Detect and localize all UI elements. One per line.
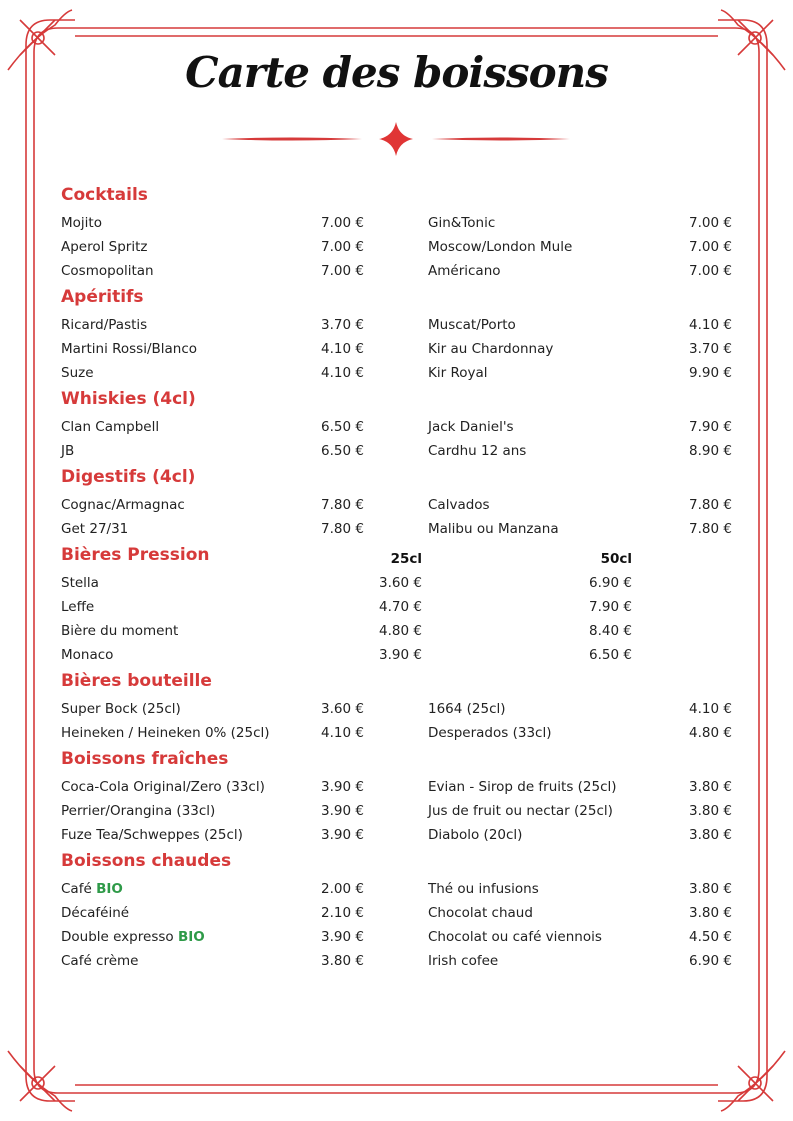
- item-price: 7.80 €: [689, 521, 732, 537]
- column-header-25cl: 25cl: [390, 551, 422, 567]
- item-name: Evian - Sirop de fruits (25cl): [428, 779, 617, 795]
- item-name: JB: [61, 443, 75, 459]
- section-title-cocktails: Cocktails: [61, 185, 148, 205]
- item-price: 2.10 €: [321, 905, 364, 921]
- title-divider: [222, 122, 570, 156]
- item-price: 3.70 €: [321, 317, 364, 333]
- bio-badge: BIO: [96, 881, 123, 897]
- item-price: 3.80 €: [689, 803, 732, 819]
- item-name: Chocolat ou café viennois: [428, 929, 602, 945]
- item-name: Jack Daniel's: [428, 419, 514, 435]
- item-name: Kir Royal: [428, 365, 488, 381]
- item-price: 7.00 €: [321, 215, 364, 231]
- item-price: 6.50 €: [321, 419, 364, 435]
- section-title-pression: Bières Pression: [61, 545, 210, 565]
- item-name: Chocolat chaud: [428, 905, 533, 921]
- item-price: 6.50 €: [321, 443, 364, 459]
- item-name: Martini Rossi/Blanco: [61, 341, 198, 357]
- item-name: Get 27/31: [61, 521, 129, 537]
- item-price: 6.90 €: [689, 953, 732, 969]
- item-price: 2.00 €: [321, 881, 364, 897]
- section-title-whiskies: Whiskies (4cl): [61, 389, 196, 409]
- item-name: Cognac/Armagnac: [61, 497, 185, 513]
- item-name: Moscow/London Mule: [428, 239, 573, 255]
- item-price-50cl: 8.40 €: [589, 623, 632, 639]
- item-price: 3.60 €: [321, 701, 364, 717]
- item-name: Monaco: [61, 647, 114, 663]
- item-name: Double expresso: [61, 929, 174, 945]
- item-name: Perrier/Orangina (33cl): [61, 803, 216, 819]
- section-title-fraiches: Boissons fraîches: [61, 749, 229, 769]
- item-name: Heineken / Heineken 0% (25cl): [61, 725, 270, 741]
- item-name: Suze: [61, 365, 94, 381]
- item-name: Aperol Spritz: [61, 239, 148, 255]
- item-name: Coca-Cola Original/Zero (33cl): [61, 779, 265, 795]
- item-name: Kir au Chardonnay: [428, 341, 554, 357]
- item-price: 4.10 €: [321, 365, 364, 381]
- menu-title: Carte des boissons: [185, 48, 608, 97]
- item-price-50cl: 7.90 €: [589, 599, 632, 615]
- section-title-digestifs: Digestifs (4cl): [61, 467, 196, 487]
- item-price: 7.00 €: [689, 263, 732, 279]
- item-double-expresso: [61, 929, 205, 945]
- item-name: Café crème: [61, 953, 139, 969]
- item-price: 4.10 €: [689, 317, 732, 333]
- item-price: 7.80 €: [321, 497, 364, 513]
- item-name: Mojito: [61, 215, 102, 231]
- column-header-50cl: 50cl: [600, 551, 632, 567]
- item-price: 7.00 €: [689, 239, 732, 255]
- item-name: Fuze Tea/Schweppes (25cl): [61, 827, 243, 843]
- section-title-bouteille: Bières bouteille: [61, 671, 212, 691]
- item-price: 9.90 €: [689, 365, 732, 381]
- item-name: Cosmopolitan: [61, 263, 154, 279]
- item-price: 3.80 €: [689, 881, 732, 897]
- item-name: Américano: [428, 263, 501, 279]
- item-price: 7.00 €: [689, 215, 732, 231]
- item-price: 3.80 €: [689, 827, 732, 843]
- item-name: Décaféiné: [61, 905, 130, 921]
- item-price: 3.90 €: [321, 827, 364, 843]
- section-title-chaudes: Boissons chaudes: [61, 851, 232, 871]
- item-name: Malibu ou Manzana: [428, 521, 559, 537]
- section-title-aperitifs: Apéritifs: [61, 287, 144, 307]
- item-price: 7.00 €: [321, 263, 364, 279]
- item-name: Irish cofee: [428, 953, 499, 969]
- item-price: 7.80 €: [689, 497, 732, 513]
- item-price: 8.90 €: [689, 443, 732, 459]
- bio-badge: BIO: [177, 929, 205, 945]
- item-name: Clan Campbell: [61, 419, 160, 435]
- item-price: 3.80 €: [321, 953, 364, 969]
- item-price: 4.10 €: [321, 341, 364, 357]
- item-name: Jus de fruit ou nectar (25cl): [428, 803, 613, 819]
- item-name: Super Bock (25cl): [61, 701, 181, 717]
- item-name: 1664 (25cl): [428, 701, 506, 717]
- item-name: Leffe: [61, 599, 95, 615]
- item-name: Ricard/Pastis: [61, 317, 148, 333]
- item-name: Calvados: [428, 497, 490, 513]
- item-name: Muscat/Porto: [428, 317, 516, 333]
- item-price-50cl: 6.50 €: [589, 647, 632, 663]
- item-price: 7.80 €: [321, 521, 364, 537]
- item-name: Desperados (33cl): [428, 725, 552, 741]
- item-cafe: [61, 881, 123, 897]
- item-price: 4.50 €: [689, 929, 732, 945]
- item-price-25cl: 3.60 €: [379, 575, 422, 591]
- item-price: 3.80 €: [689, 779, 732, 795]
- item-name: Cardhu 12 ans: [428, 443, 527, 459]
- item-price: 4.10 €: [321, 725, 364, 741]
- item-price: 3.90 €: [321, 803, 364, 819]
- item-name: Café: [61, 881, 92, 897]
- item-price: 3.90 €: [321, 929, 364, 945]
- item-price: 7.90 €: [689, 419, 732, 435]
- item-price: 3.90 €: [321, 779, 364, 795]
- item-name: Stella: [61, 575, 99, 591]
- item-name: Thé ou infusions: [428, 881, 539, 897]
- item-name: Gin&Tonic: [428, 215, 496, 231]
- item-price: 4.10 €: [689, 701, 732, 717]
- item-price-25cl: 3.90 €: [379, 647, 422, 663]
- item-price: 7.00 €: [321, 239, 364, 255]
- item-name: Bière du moment: [61, 623, 179, 639]
- item-price-25cl: 4.80 €: [379, 623, 422, 639]
- item-price-50cl: 6.90 €: [589, 575, 632, 591]
- item-price: 3.70 €: [689, 341, 732, 357]
- item-price: 4.80 €: [689, 725, 732, 741]
- item-name: Diabolo (20cl): [428, 827, 523, 843]
- item-price: 3.80 €: [689, 905, 732, 921]
- item-price-25cl: 4.70 €: [379, 599, 422, 615]
